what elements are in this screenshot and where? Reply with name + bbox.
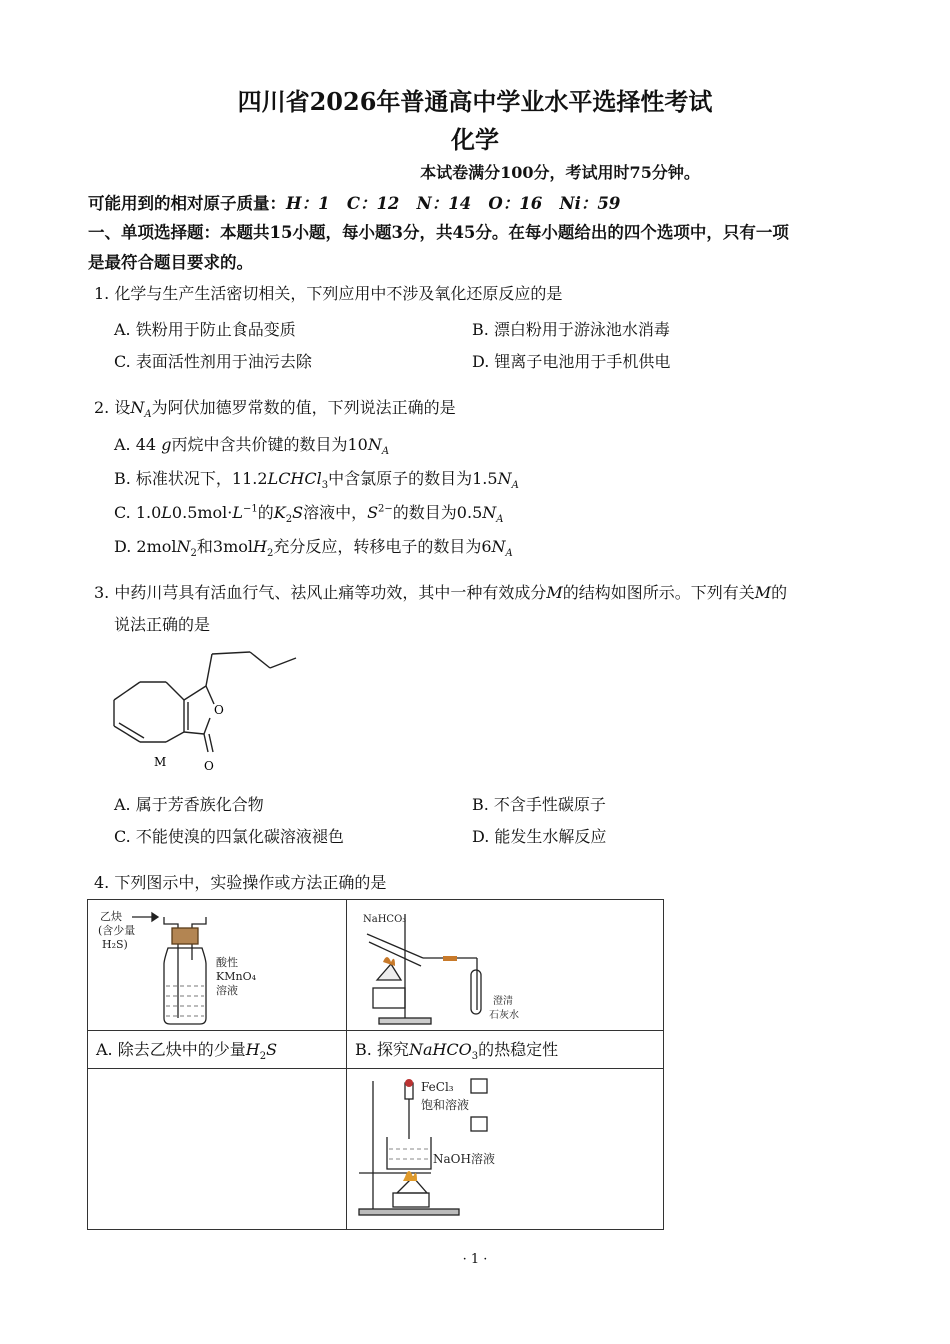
figure-b-caption: B. 探究NaHCO$_3$的热稳定性 — [347, 1031, 664, 1069]
svg-text:澄清: 澄清 — [493, 996, 513, 1007]
section-heading-line1: 一、单项选择题：本题共15小题，每小题3分，共45分。在每小题给出的四个选项中，只有一项 — [88, 223, 789, 242]
q1-option-a: A. 铁粉用于防止食品变质 — [114, 320, 296, 339]
q3-option-a: A. 属于芳香族化合物 — [114, 795, 264, 814]
exam-subject: 化学 — [451, 125, 499, 154]
figure-a-cell — [88, 900, 347, 1031]
svg-text:KMnO₄: KMnO₄ — [216, 970, 256, 983]
q2-option-c: C. $1.0L0.5mol\cdot L^{-1}$的$K_2S$溶液中，$S^{2-}$的数目为$0.5N_A$ — [114, 503, 504, 526]
figure-b-cell — [347, 900, 664, 1031]
svg-text:H₂S): H₂S) — [102, 938, 128, 951]
figure-a-caption: A. 除去乙炔中的少量$H_2S$ — [88, 1031, 347, 1069]
svg-text:FeCl₃: FeCl₃ — [421, 1080, 454, 1095]
q3-option-b: B. 不含手性碳原子 — [472, 795, 606, 814]
figure-a-gas-washing-bottle — [88, 900, 346, 1026]
svg-text:溶液: 溶液 — [216, 984, 238, 997]
svg-text:乙炔: 乙炔 — [100, 910, 122, 923]
q2-option-d: D. 2molN$_2$和3molH$_2$充分反应，转移电子的数目为$6N_A$ — [114, 537, 513, 560]
q1-stem: 1. 化学与生产生活密切相关，下列应用中不涉及氧化还原反应的是 — [94, 284, 563, 303]
svg-text:酸性: 酸性 — [216, 956, 238, 969]
q3-stem-line2: 说法正确的是 — [114, 615, 211, 634]
exam-note: 本试卷满分100分，考试用时75分钟。 — [420, 163, 700, 182]
q3-option-d: D. 能发生水解反应 — [472, 827, 607, 846]
page-number: · 1 · — [462, 1252, 488, 1267]
ring-oxygen-label: O — [214, 703, 224, 717]
atomic-mass-n: N：14 — [416, 194, 472, 213]
atomic-mass-ni: Ni：59 — [559, 194, 621, 213]
atomic-mass-prefix: 可能用到的相对原子质量： — [88, 194, 286, 213]
q1-option-c: C. 表面活性剂用于油污去除 — [114, 352, 312, 371]
atomic-mass-h: H：1 — [286, 194, 330, 213]
carbonyl-oxygen-label: O — [204, 759, 214, 773]
svg-text:饱和溶液: 饱和溶液 — [421, 1098, 470, 1113]
figure-d-hydroxide-colloid-setup — [347, 1069, 663, 1225]
q4-figure-table — [87, 899, 664, 1230]
svg-text:NaOH溶液: NaOH溶液 — [433, 1152, 495, 1167]
q1-option-b: B. 漂白粉用于游泳池水消毒 — [472, 320, 670, 339]
molecule-label: M — [154, 755, 167, 769]
q2-option-a: A. 44 g丙烷中含共价键的数目为$10N_A$ — [114, 435, 390, 458]
q3-option-c: C. 不能使溴的四氯化碳溶液褪色 — [114, 827, 344, 846]
dropper-bulb-icon — [405, 1079, 413, 1087]
section-heading-line2: 是最符合题目要求的。 — [88, 253, 253, 272]
exam-title: 四川省2026年普通高中学业水平选择性考试 — [237, 87, 713, 116]
q2-option-b: B. 标准状况下，11.2LCHCl$_3$中含氯原子的数目为$1.5N_A$ — [114, 469, 519, 492]
atomic-mass-c: C：12 — [346, 194, 400, 213]
q4-stem: 4. 下列图示中，实验操作或方法正确的是 — [94, 873, 387, 892]
q3-stem-line1: 3. 中药川芎具有活血行气、祛风止痛等功效，其中一种有效成分M的结构如图所示。下列有关M的 — [94, 583, 788, 602]
svg-text:石灰水: 石灰水 — [489, 1010, 519, 1021]
figure-d-cell — [347, 1069, 664, 1230]
molecule-m-structure — [100, 642, 310, 777]
figure-c-cell-empty — [88, 1069, 347, 1230]
figure-b-heating-setup — [347, 900, 663, 1026]
atomic-mass-o: O：16 — [488, 194, 543, 213]
svg-text:NaHCO₃: NaHCO₃ — [363, 914, 407, 925]
q2-stem: 2. 设$N_A$为阿伏加德罗常数的值，下列说法正确的是 — [94, 398, 456, 421]
atomic-mass-line — [88, 190, 620, 214]
svg-text:(含少量: (含少量 — [98, 924, 136, 937]
q1-option-d: D. 锂离子电池用于手机供电 — [472, 352, 671, 371]
